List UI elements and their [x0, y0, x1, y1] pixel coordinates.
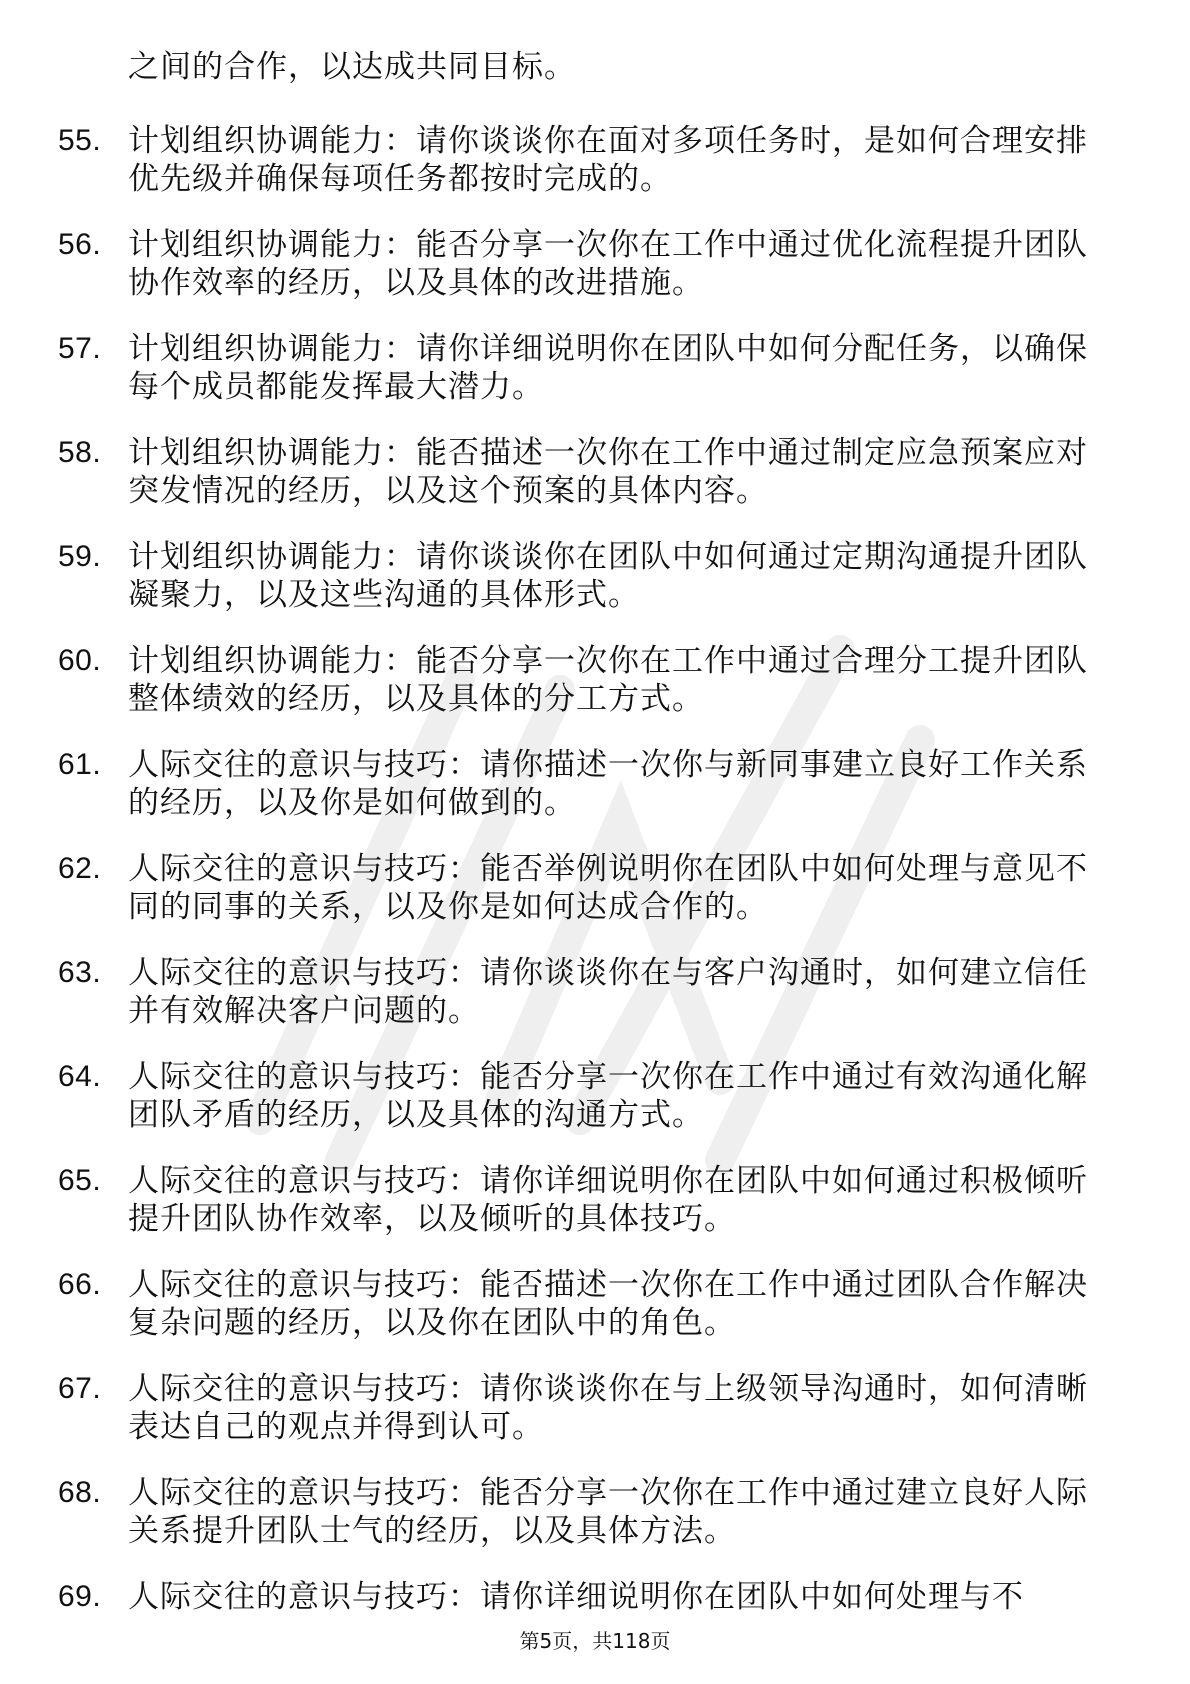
question-item	[58, 538, 1128, 614]
question-number: 69.	[58, 1580, 102, 1613]
question-item	[58, 330, 1128, 406]
question-item	[58, 1474, 1128, 1550]
question-text: 人际交往的意识与技巧：能否分享一次你在工作中通过建立良好人际关系提升团队士气的经历，以及具体方法。	[128, 1475, 1088, 1549]
question-text: 人际交往的意识与技巧：请你谈谈你在与上级领导沟通时，如何清晰表达自己的观点并得到认可。	[128, 1371, 1088, 1445]
question-text: 人际交往的意识与技巧：能否分享一次你在工作中通过有效沟通化解团队矛盾的经历，以及具体的沟通方式。	[128, 1059, 1088, 1133]
question-number: 63.	[58, 956, 102, 989]
question-text: 人际交往的意识与技巧：请你详细说明你在团队中如何通过积极倾听提升团队协作效率，以及倾听的具体技巧。	[128, 1163, 1088, 1237]
question-item	[58, 642, 1128, 718]
question-item	[58, 850, 1128, 926]
question-text: 人际交往的意识与技巧：请你描述一次你与新同事建立良好工作关系的经历，以及你是如何做到的。	[128, 747, 1088, 821]
question-item	[58, 1162, 1128, 1238]
question-text: 人际交往的意识与技巧：能否举例说明你在团队中如何处理与意见不同的同事的关系，以及你是如何达成合作的。	[128, 851, 1088, 925]
question-text: 计划组织协调能力：能否分享一次你在工作中通过合理分工提升团队整体绩效的经历，以及具体的分工方式。	[128, 643, 1088, 717]
question-item	[58, 1058, 1128, 1134]
question-number: 64.	[58, 1060, 102, 1093]
question-number: 65.	[58, 1164, 102, 1197]
question-text: 计划组织协调能力：请你详细说明你在团队中如何分配任务，以确保每个成员都能发挥最大潜力。	[128, 331, 1088, 405]
question-item	[58, 1578, 1128, 1616]
question-text: 计划组织协调能力：能否描述一次你在工作中通过制定应急预案应对突发情况的经历，以及这个预案的具体内容。	[128, 435, 1088, 509]
question-text: 计划组织协调能力：能否分享一次你在工作中通过优化流程提升团队协作效率的经历，以及具体的改进措施。	[128, 227, 1088, 301]
question-number: 58.	[58, 436, 102, 469]
question-text: 计划组织协调能力：请你谈谈你在面对多项任务时，是如何合理安排优先级并确保每项任务都按时完成的。	[128, 123, 1088, 197]
question-number: 57.	[58, 332, 102, 365]
question-item	[58, 746, 1128, 822]
question-number: 67.	[58, 1372, 102, 1405]
question-text: 人际交往的意识与技巧：请你谈谈你在与客户沟通时，如何建立信任并有效解决客户问题的。	[128, 955, 1088, 1029]
continuation-text: 之间的合作，以达成共同目标。	[128, 49, 576, 85]
question-number: 60.	[58, 644, 102, 677]
question-number: 61.	[58, 748, 102, 781]
question-item	[58, 226, 1128, 302]
question-item	[58, 122, 1128, 198]
question-item	[58, 1370, 1128, 1446]
question-content	[58, 48, 1128, 1644]
question-item	[58, 434, 1128, 510]
question-text: 人际交往的意识与技巧：能否描述一次你在工作中通过团队合作解决复杂问题的经历，以及你在团队中的角色。	[128, 1267, 1088, 1341]
question-number: 59.	[58, 540, 102, 573]
page-footer: 第5页，共118页	[519, 1629, 671, 1653]
question-item	[58, 1266, 1128, 1342]
question-text: 人际交往的意识与技巧：请你详细说明你在团队中如何处理与不	[128, 1579, 1024, 1615]
question-number: 62.	[58, 852, 102, 885]
question-number: 66.	[58, 1268, 102, 1301]
question-number: 56.	[58, 228, 102, 261]
question-text: 计划组织协调能力：请你谈谈你在团队中如何通过定期沟通提升团队凝聚力，以及这些沟通的具体形式。	[128, 539, 1088, 613]
question-number: 55.	[58, 124, 102, 157]
question-list	[58, 122, 1128, 1616]
question-item	[58, 954, 1128, 1030]
question-number: 68.	[58, 1476, 102, 1509]
